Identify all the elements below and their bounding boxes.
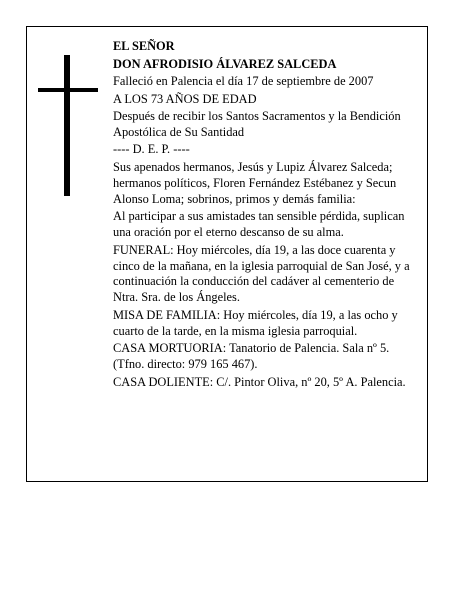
obituary-text <box>113 39 415 392</box>
request-paragraph: Al participar a sus amistades tan sensible pérdida, suplican una oración por el eterno descanso de su alma. <box>113 209 405 240</box>
death-statement: Falleció en Palencia el día 17 de septiembre de 2007 <box>113 74 374 88</box>
obituary-title: EL SEÑOR <box>113 39 175 53</box>
cross-icon-bar <box>38 88 98 92</box>
cross-icon <box>64 55 70 196</box>
family-paragraph: Sus apenados hermanos, Jesús y Lupiz Álvarez Salceda; hermanos políticos, Floren Fernández Estébanez y Secun Alonso Loma; sobrinos, primos y demás familia: <box>113 159 397 206</box>
age-statement: A LOS 73 AÑOS DE EDAD <box>113 91 257 106</box>
sacraments-statement: Después de recibir los Santos Sacramentos y la Bendición Apostólica de Su Santidad <box>113 109 401 139</box>
funeral-paragraph: FUNERAL: Hoy miércoles, día 19, a las doce cuarenta y cinco de la mañana, en la iglesia parroquial de San José, y a continuación la conducción del cadáver al cementerio de Ntra. Sra. de los Ángeles. <box>113 242 410 305</box>
mass-paragraph: MISA DE FAMILIA: Hoy miércoles, día 19, a las ocho y cuarto de la tarde, en la misma iglesia parroquial. <box>113 307 398 338</box>
home-paragraph: CASA DOLIENTE: C/. Pintor Oliva, nº 20, 5º A. Palencia. <box>113 374 406 389</box>
mortuary-paragraph: CASA MORTUORIA: Tanatorio de Palencia. Sala nº 5. (Tfno. directo: 979 165 467). <box>113 341 390 372</box>
rip-line: ---- D. E. P. ---- <box>113 142 190 157</box>
deceased-name: DON AFRODISIO ÁLVAREZ SALCEDA <box>113 56 337 71</box>
